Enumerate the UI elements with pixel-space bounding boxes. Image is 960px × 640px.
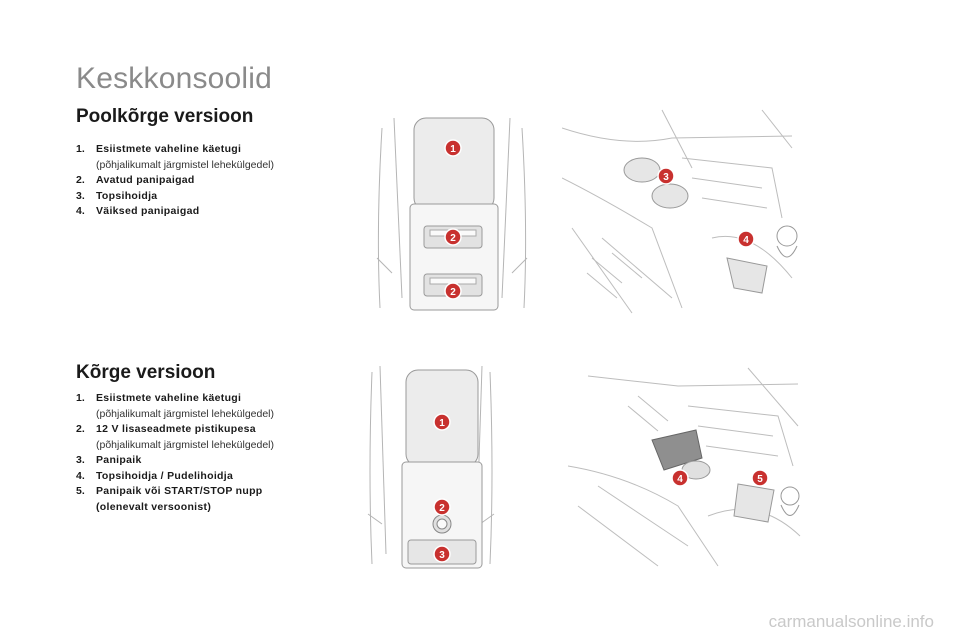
item-number: 3.: [76, 454, 85, 466]
list-item: [76, 500, 274, 516]
callout-badge: [445, 283, 461, 299]
svg-text:3: 3: [663, 172, 669, 183]
item-label: (olenevalt versoonist): [96, 500, 212, 513]
svg-text:1: 1: [439, 418, 445, 429]
item-label: Avatud panipaigad: [96, 174, 195, 186]
item-label: Topsihoidja: [96, 189, 158, 202]
callout-badge: [752, 470, 768, 486]
list-item: [76, 453, 274, 469]
item-note: (põhjalikumalt järgmistel lehekülgedel): [96, 407, 275, 420]
svg-text:2: 2: [450, 287, 456, 298]
item-label: Panipaik või START/STOP nupp: [96, 485, 263, 497]
high-console-perspective-illustration: [568, 366, 808, 572]
svg-text:4: 4: [677, 474, 683, 485]
list-item: [76, 469, 274, 485]
semi-high-console-perspective-illustration: [562, 108, 802, 322]
list-item: [76, 189, 274, 205]
semi-high-armrest-illustration: [372, 108, 532, 330]
callout-badge: [738, 231, 754, 247]
list-item: [76, 484, 274, 500]
list-item: [76, 173, 274, 189]
callout-badge: [434, 414, 450, 430]
item-label: Panipaik: [96, 454, 142, 466]
callout-badge: [434, 499, 450, 515]
callout-badge: [672, 470, 688, 486]
item-number: 4.: [76, 205, 85, 217]
item-number: 3.: [76, 189, 85, 202]
svg-text:5: 5: [757, 474, 763, 485]
svg-text:1: 1: [450, 144, 456, 155]
item-note: (põhjalikumalt järgmistel lehekülgedel): [96, 438, 275, 451]
callout-badge: [434, 546, 450, 562]
callout-badge: [658, 168, 674, 184]
svg-text:2: 2: [450, 233, 456, 244]
item-number: 1.: [76, 392, 85, 404]
svg-text:3: 3: [439, 550, 445, 561]
section-semi-high-heading: Poolkõrge versioon: [76, 106, 254, 127]
item-number: 2.: [76, 174, 85, 186]
list-item: [76, 142, 274, 173]
callout-badge: [445, 140, 461, 156]
high-armrest-illustration: [366, 364, 496, 576]
list-item: [76, 204, 274, 220]
item-number: 2.: [76, 423, 85, 435]
item-note: (põhjalikumalt järgmistel lehekülgedel): [96, 158, 275, 171]
item-number: 4.: [76, 469, 85, 482]
section-high-heading: Kõrge versioon: [76, 362, 216, 383]
semi-high-list: [76, 142, 274, 220]
item-number: 1.: [76, 143, 85, 155]
list-item: [76, 422, 274, 453]
high-list: [76, 391, 274, 515]
page-title: Keskkonsoolid: [76, 62, 273, 95]
item-label: Esiistmete vaheline käetugi: [96, 392, 242, 404]
callout-badge: [445, 229, 461, 245]
item-number: 5.: [76, 485, 85, 497]
svg-text:4: 4: [743, 235, 749, 246]
svg-text:2: 2: [439, 503, 445, 514]
watermark: carmanualsonline.info: [768, 612, 934, 631]
item-label: 12 V lisaseadmete pistikupesa: [96, 423, 256, 435]
list-item: [76, 391, 274, 422]
item-label: Väiksed panipaigad: [96, 205, 200, 217]
item-label: Esiistmete vaheline käetugi: [96, 143, 242, 155]
item-label: Topsihoidja / Pudelihoidja: [96, 469, 234, 482]
